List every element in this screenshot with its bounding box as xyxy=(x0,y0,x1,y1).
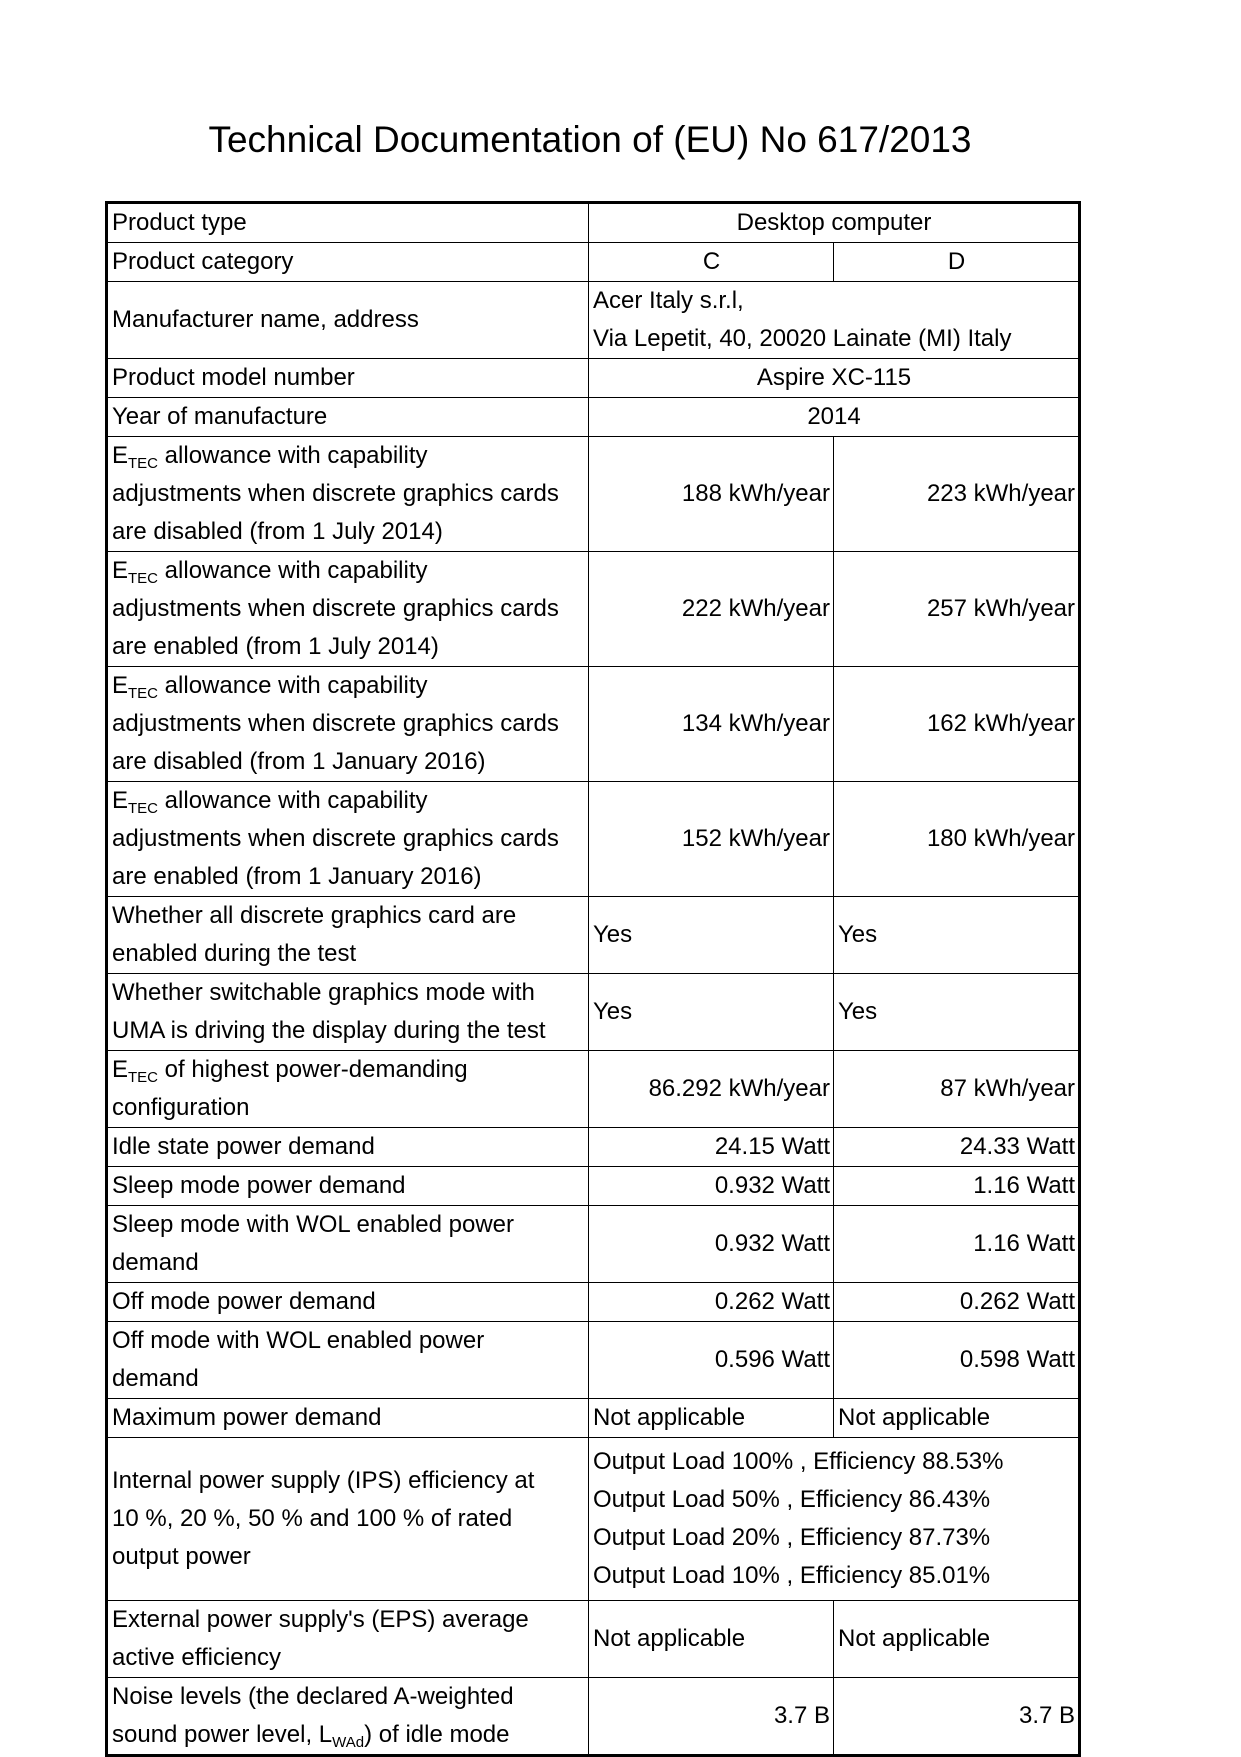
value-d: 1.16 Watt xyxy=(834,1206,1080,1283)
value-d: 180 kWh/year xyxy=(834,782,1080,897)
value-d: 24.33 Watt xyxy=(834,1128,1080,1167)
efficiency-line: Output Load 20% , Efficiency 87.73% xyxy=(593,1524,991,1551)
label-text: of highest power-demanding xyxy=(158,1056,468,1083)
row-label xyxy=(107,1051,589,1128)
label-line xyxy=(112,1716,585,1754)
value-c: 86.292 kWh/year xyxy=(589,1051,834,1128)
category-c: C xyxy=(589,243,834,282)
table-row xyxy=(107,282,1080,359)
value-c: 0.596 Watt xyxy=(589,1322,834,1399)
manufacturer-address: Via Lepetit, 40, 20020 Lainate (MI) Italy xyxy=(593,325,1012,352)
row-label: Product model number xyxy=(107,359,589,398)
etec-symbol: E xyxy=(112,557,129,584)
row-label: Idle state power demand xyxy=(107,1128,589,1167)
value-c: Yes xyxy=(589,974,834,1051)
table-row xyxy=(107,1283,1080,1322)
value-d: 1.16 Watt xyxy=(834,1167,1080,1206)
label-line xyxy=(112,667,585,705)
row-label xyxy=(107,1601,589,1678)
table-row xyxy=(107,1322,1080,1399)
label-line: Whether switchable graphics mode with xyxy=(112,979,535,1006)
row-label: Product category xyxy=(107,243,589,282)
label-line xyxy=(112,1051,585,1089)
label-line xyxy=(112,552,585,590)
etec-subscript: TEC xyxy=(128,455,159,472)
value-c: 152 kWh/year xyxy=(589,782,834,897)
etec-symbol: E xyxy=(112,672,129,699)
value-c: Not applicable xyxy=(589,1399,834,1438)
label-line: Sleep mode with WOL enabled power xyxy=(112,1211,514,1238)
label-line: demand xyxy=(112,1249,199,1276)
value-d: Not applicable xyxy=(834,1399,1080,1438)
value-d: 87 kWh/year xyxy=(834,1051,1080,1128)
row-label: Product type xyxy=(107,203,589,243)
table-row xyxy=(107,667,1080,782)
value-c: Yes xyxy=(589,897,834,974)
label-line: adjustments when discrete graphics cards xyxy=(112,480,559,507)
lwad-subscript: WAd xyxy=(332,1734,365,1751)
label-line: adjustments when discrete graphics cards xyxy=(112,825,559,852)
row-label xyxy=(107,552,589,667)
table-row xyxy=(107,1678,1080,1756)
label-line: Internal power supply (IPS) efficiency at xyxy=(112,1467,535,1494)
label-line: are disabled (from 1 January 2016) xyxy=(112,748,486,775)
table-row xyxy=(107,552,1080,667)
label-text: sound power level, L xyxy=(112,1721,333,1748)
category-d: D xyxy=(834,243,1080,282)
row-label xyxy=(107,1322,589,1399)
row-label xyxy=(107,437,589,552)
table-row xyxy=(107,1167,1080,1206)
value-d: 0.262 Watt xyxy=(834,1283,1080,1322)
label-line: Noise levels (the declared A-weighted xyxy=(112,1683,514,1710)
label-line: 10 %, 20 %, 50 % and 100 % of rated xyxy=(112,1505,513,1532)
manufacturer-name: Acer Italy s.r.l, xyxy=(593,287,744,314)
value-c: 134 kWh/year xyxy=(589,667,834,782)
etec-symbol: E xyxy=(112,787,129,814)
value-d: 162 kWh/year xyxy=(834,667,1080,782)
row-label xyxy=(107,667,589,782)
label-line: External power supply's (EPS) average xyxy=(112,1606,529,1633)
label-line: UMA is driving the display during the test xyxy=(112,1017,546,1044)
efficiency-line: Output Load 50% , Efficiency 86.43% xyxy=(593,1486,991,1513)
ips-efficiency-values xyxy=(589,1438,1080,1601)
value-c: 0.932 Watt xyxy=(589,1206,834,1283)
efficiency-line: Output Load 10% , Efficiency 85.01% xyxy=(593,1562,991,1589)
table-row xyxy=(107,1399,1080,1438)
etec-subscript: TEC xyxy=(128,800,159,817)
label-line: Off mode with WOL enabled power xyxy=(112,1327,485,1354)
row-label: Maximum power demand xyxy=(107,1399,589,1438)
value-d: Yes xyxy=(834,897,1080,974)
row-value: Aspire XC-115 xyxy=(589,359,1080,398)
label-line xyxy=(112,437,585,475)
table-row xyxy=(107,203,1080,243)
label-line: demand xyxy=(112,1365,199,1392)
label-text: allowance with capability xyxy=(158,442,428,469)
table-row xyxy=(107,1051,1080,1128)
value-c: Not applicable xyxy=(589,1601,834,1678)
label-text: allowance with capability xyxy=(158,557,428,584)
table-row xyxy=(107,1206,1080,1283)
label-line xyxy=(112,782,585,820)
etec-subscript: TEC xyxy=(128,685,159,702)
row-label: Year of manufacture xyxy=(107,398,589,437)
etec-symbol: E xyxy=(112,442,129,469)
label-line: output power xyxy=(112,1543,251,1570)
row-value: Desktop computer xyxy=(589,203,1080,243)
row-value: 2014 xyxy=(589,398,1080,437)
row-label xyxy=(107,974,589,1051)
label-text: allowance with capability xyxy=(158,672,428,699)
row-label xyxy=(107,897,589,974)
value-d: 257 kWh/year xyxy=(834,552,1080,667)
manufacturer-value xyxy=(589,282,1080,359)
value-c: 0.932 Watt xyxy=(589,1167,834,1206)
page-title: Technical Documentation of (EU) No 617/2013 xyxy=(208,119,972,160)
table-row xyxy=(107,897,1080,974)
label-line: are enabled (from 1 January 2016) xyxy=(112,863,482,890)
label-line: active efficiency xyxy=(112,1644,281,1671)
table-row xyxy=(107,974,1080,1051)
value-d: Not applicable xyxy=(834,1601,1080,1678)
value-d: 0.598 Watt xyxy=(834,1322,1080,1399)
spec-table xyxy=(105,201,1081,1757)
row-label xyxy=(107,1206,589,1283)
etec-subscript: TEC xyxy=(128,570,159,587)
value-d: 223 kWh/year xyxy=(834,437,1080,552)
label-line: Whether all discrete graphics card are xyxy=(112,902,517,929)
table-row xyxy=(107,243,1080,282)
efficiency-line: Output Load 100% , Efficiency 88.53% xyxy=(593,1448,1004,1475)
row-label: Manufacturer name, address xyxy=(107,282,589,359)
table-row xyxy=(107,1438,1080,1601)
label-line: adjustments when discrete graphics cards xyxy=(112,710,559,737)
label-text: allowance with capability xyxy=(158,787,428,814)
table-row xyxy=(107,1128,1080,1167)
label-line: are enabled (from 1 July 2014) xyxy=(112,633,439,660)
row-label xyxy=(107,1678,589,1756)
value-c: 0.262 Watt xyxy=(589,1283,834,1322)
label-line: enabled during the test xyxy=(112,940,357,967)
value-c: 24.15 Watt xyxy=(589,1128,834,1167)
row-label xyxy=(107,782,589,897)
row-label xyxy=(107,1438,589,1601)
label-text: ) of idle mode xyxy=(364,1721,510,1748)
label-line: are disabled (from 1 July 2014) xyxy=(112,518,443,545)
value-c: 222 kWh/year xyxy=(589,552,834,667)
value-c: 188 kWh/year xyxy=(589,437,834,552)
table-row xyxy=(107,1601,1080,1678)
value-c: 3.7 B xyxy=(589,1678,834,1756)
value-d: Yes xyxy=(834,974,1080,1051)
label-line: adjustments when discrete graphics cards xyxy=(112,595,559,622)
table-row xyxy=(107,398,1080,437)
label-line: configuration xyxy=(112,1094,250,1121)
row-label: Sleep mode power demand xyxy=(107,1167,589,1206)
table-row xyxy=(107,437,1080,552)
table-row xyxy=(107,359,1080,398)
etec-subscript: TEC xyxy=(128,1069,159,1086)
table-row xyxy=(107,782,1080,897)
row-label: Off mode power demand xyxy=(107,1283,589,1322)
etec-symbol: E xyxy=(112,1056,129,1083)
value-d: 3.7 B xyxy=(834,1678,1080,1756)
